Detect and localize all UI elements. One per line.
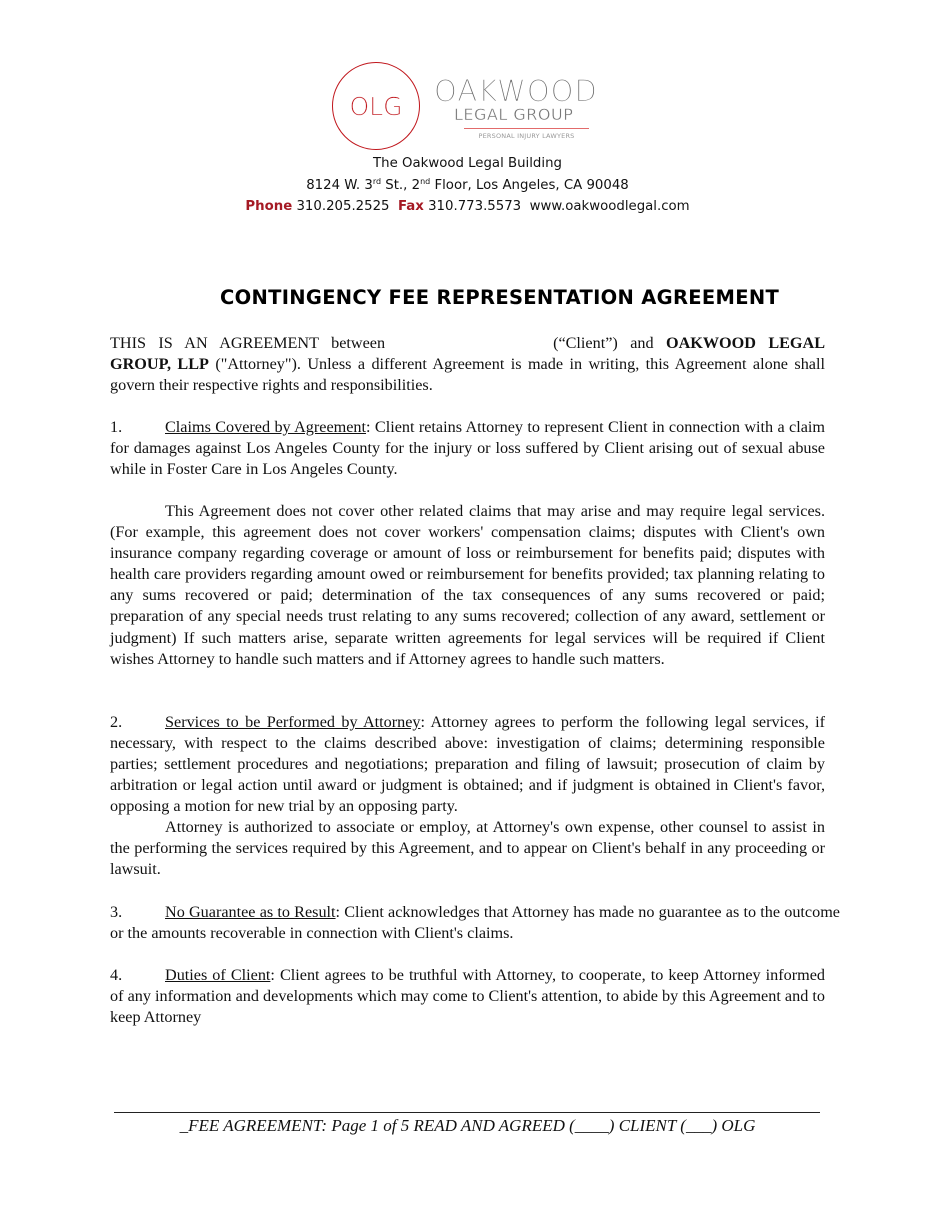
document-title: CONTINGENCY FEE REPRESENTATION AGREEMENT [220, 286, 780, 309]
section-text: : Client agrees to be truthful with Attorney, to cooperate, to keep Attorney informed of any information and developments which may come to Client's attention, to abide by this Agreement and to keep Attorney [110, 966, 825, 1027]
section-followup-text: This Agreement does not cover other related claims that may arise and may require legal services. (For example, this agreement does not cover workers' compensation claims; disputes with Client's own insurance company regarding coverage or amount of loss or reimbursement for benefits paid; disputes with health care providers regarding amount owed or reimbursement for benefits provided; tax planning relating to any sums recovered or paid; determination of the tax consequences of any sums recovered or paid; preparation of any special needs trust relating to any sums recovered; collection of any award, settlement or judgment) If such matters arise, separate written agreements for legal services will be required if Client wishes Attorney to handle such matters and if Attorney agrees to handle such matters. [110, 502, 825, 668]
firm-logo [332, 62, 607, 150]
footer-divider [114, 1112, 820, 1113]
phone-label: Phone [245, 199, 293, 214]
section-number: 1. [110, 418, 123, 436]
phone-number: 310.205.2525 [296, 199, 390, 214]
section-1-followup [110, 501, 825, 670]
section-text: : Client acknowledges that Attorney has made no guarantee as to the outcome or the amounts recoverable in connection with Client's claims. [110, 903, 840, 943]
section-number: 3. [110, 903, 123, 921]
section-1 [110, 417, 825, 480]
section-2 [110, 712, 825, 817]
address-superscript: nd [420, 177, 431, 186]
section-heading: Claims Covered by Agreement [165, 418, 367, 436]
logo-firm-name: OAKWOOD [434, 74, 598, 108]
section-number: 4. [110, 966, 123, 984]
website-link[interactable]: www.oakwoodlegal.com [529, 199, 690, 214]
section-text: : Attorney agrees to perform the following legal services, if necessary, with respect to the claims described above: investigation of claims; determining responsible parties; settlement procedures and negotiations; preparation and filing of lawsuit; prosecution of claim by arbitration or legal action until award or judgment is obtained; and if judgment is obtained in Client's favor, opposing a motion for new trial by an opposing party. [110, 713, 825, 816]
address-part: Floor, Los Angeles, CA 90048 [430, 178, 629, 193]
building-name: The Oakwood Legal Building [373, 156, 562, 171]
section-4 [110, 965, 825, 1028]
section-heading: Duties of Client [165, 966, 271, 984]
logo-firm-subname: LEGAL GROUP [454, 105, 574, 124]
section-heading: No Guarantee as to Result [165, 903, 336, 921]
address-superscript: rd [372, 177, 382, 186]
section-text: : Client retains Attorney to represent Client in connection with a claim for damages against Los Angeles County for the injury or loss suffered by Client arising out of sexual abuse while in Foster Care in Los Angeles County. [110, 418, 825, 479]
logo-tagline: PERSONAL INJURY LAWYERS [478, 132, 575, 140]
firm-name-bold: OAKWOOD LEGAL GROUP, LLP [110, 334, 826, 374]
intro-paragraph [110, 333, 825, 396]
section-3 [110, 902, 840, 944]
page-footer: _FEE AGREEMENT: Page 1 of 5 READ AND AGREED (____) CLIENT (___) OLG [179, 1116, 756, 1135]
intro-lead: THIS IS AN AGREEMENT between [110, 334, 386, 352]
section-heading: Services to be Performed by Attorney [165, 713, 421, 731]
intro-rest: ("Attorney"). Unless a different Agreement is made in writing, this Agreement alone shall govern their respective rights and responsibilities. [110, 355, 825, 395]
section-followup-text: Attorney is authorized to associate or employ, at Attorney's own expense, other counsel to assist in the performing the services required by this Agreement, and to appear on Client's behalf in any proceeding or lawsuit. [110, 818, 825, 879]
fax-label: Fax [398, 199, 424, 214]
section-number: 2. [110, 713, 123, 731]
contact-line [0, 199, 935, 214]
logo-circle-mark [332, 62, 420, 150]
address-part: St., 2 [381, 178, 421, 193]
section-2-followup [110, 817, 825, 880]
address-part: 8124 W. 3 [306, 178, 373, 193]
street-address [0, 178, 935, 193]
logo-divider [464, 128, 589, 129]
fax-number: 310.773.5573 [428, 199, 522, 214]
client-tag: (“Client”) and [553, 334, 666, 352]
logo-mark-text: OLG [349, 91, 403, 121]
